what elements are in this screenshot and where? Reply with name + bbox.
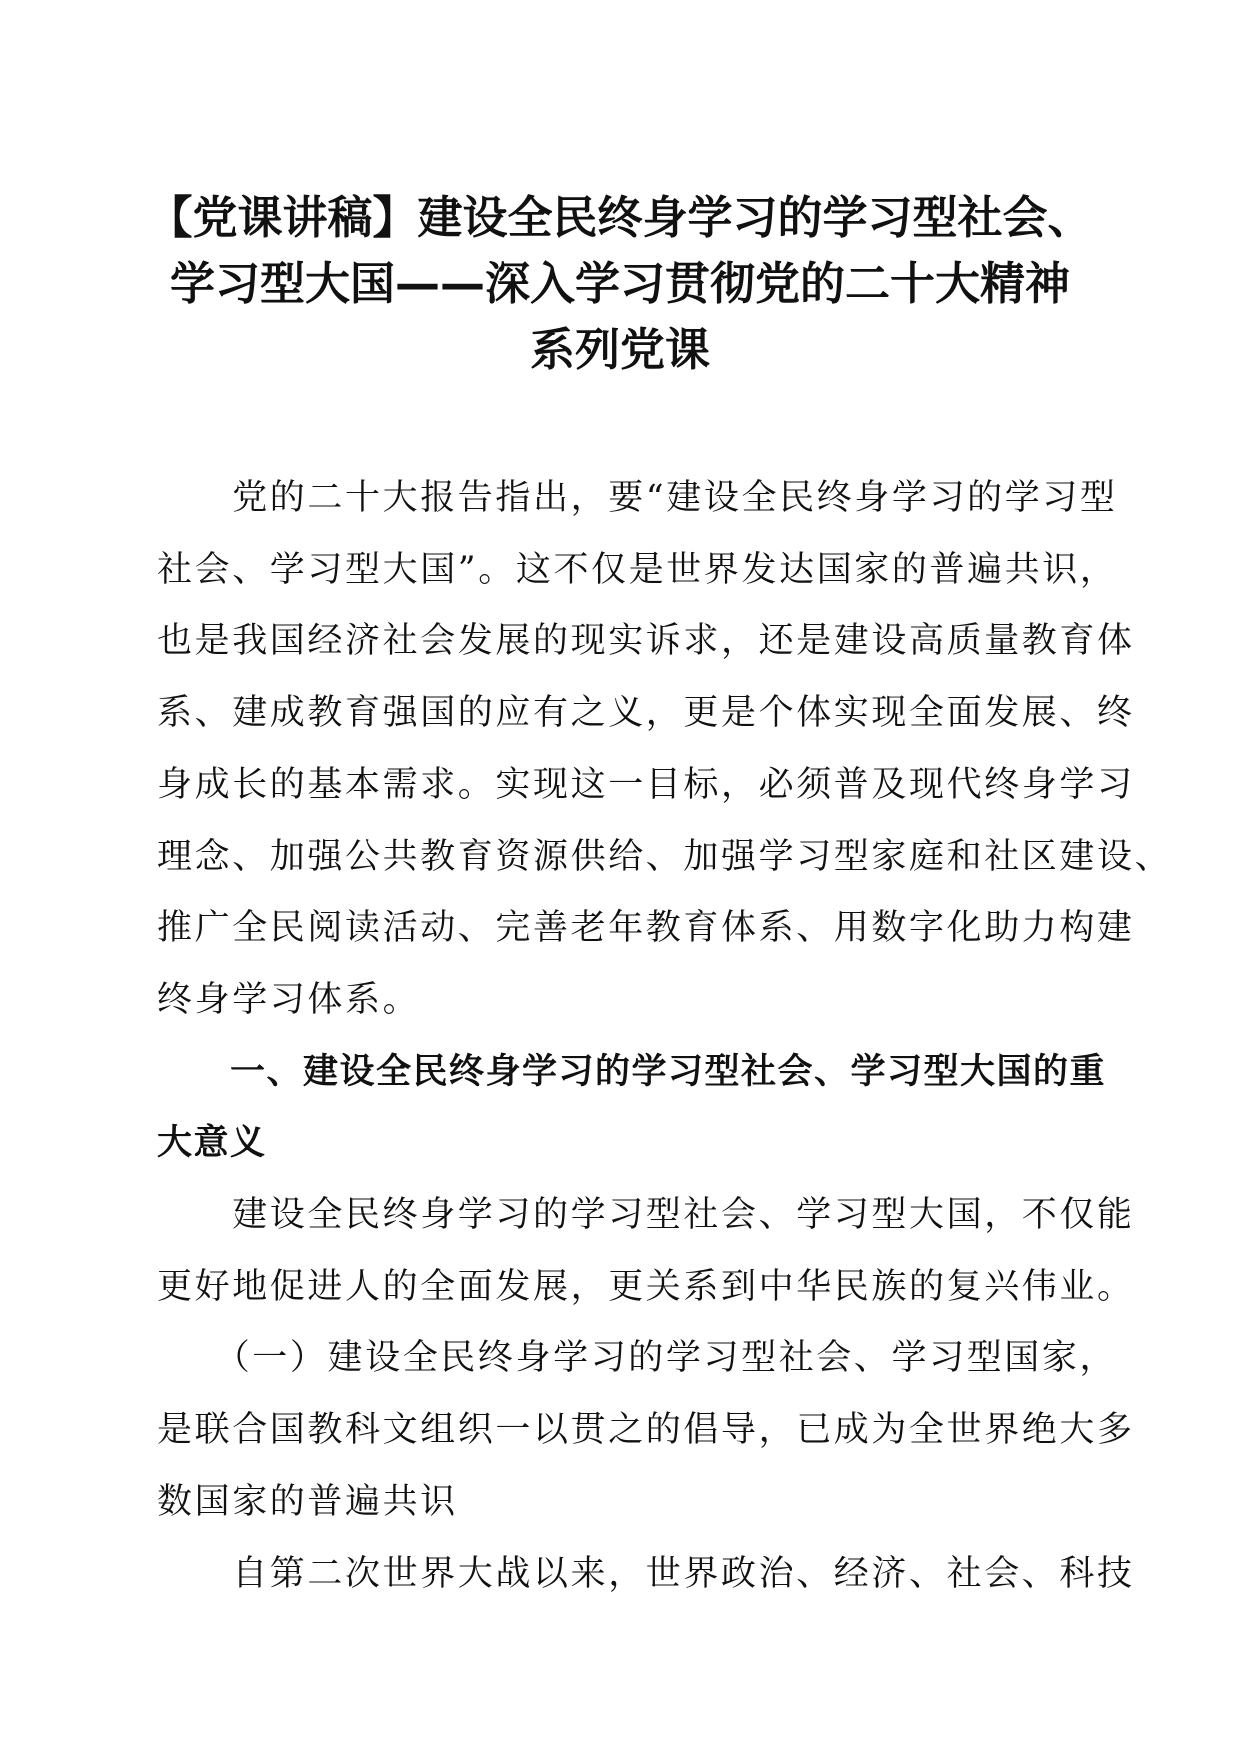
body-line: 理念、加强公共教育资源供给、加强学习型家庭和社区建设、 xyxy=(157,836,1173,877)
body-line: 社会、学习型大国”。这不仅是世界发达国家的普遍共识， xyxy=(157,549,1118,590)
subsection-heading-line: 数国家的普遍共识 xyxy=(157,1481,458,1522)
title-line: 学习型大国——深入学习贯彻党的二十大精神 xyxy=(169,257,1070,310)
body-line: 也是我国经济社会发展的现实诉求，还是建设高质量教育体 xyxy=(157,621,1135,662)
document-title xyxy=(140,185,1100,383)
subsection-heading-line: 是联合国教科文组织一以贯之的倡导，已成为全世界绝大多 xyxy=(157,1410,1135,1451)
section-heading-line: 大意义 xyxy=(157,1123,267,1164)
title-line: 系列党课 xyxy=(529,323,710,376)
body-line: 党的二十大报告指出，要“建设全民终身学习的学习型 xyxy=(157,478,1118,518)
subsection-heading-line: （一）建设全民终身学习的学习型社会、学习型国家， xyxy=(157,1338,1118,1379)
document-body xyxy=(157,463,1173,1610)
body-line: 更好地促进人的全面发展，更关系到中华民族的复兴伟业。 xyxy=(157,1266,1135,1307)
title-line: 【党课讲稿】建设全民终身学习的学习型社会、 xyxy=(147,191,1093,244)
body-line: 自第二次世界大战以来，世界政治、经济、社会、科技 xyxy=(157,1553,1135,1594)
body-line: 推广全民阅读活动、完善老年教育体系、用数字化助力构建 xyxy=(157,908,1135,949)
body-line: 系、建成教育强国的应有之义，更是个体实现全面发展、终 xyxy=(157,693,1135,734)
section-heading-line: 一、建设全民终身学习的学习型社会、学习型大国的重 xyxy=(157,1051,1107,1092)
body-line: 身成长的基本需求。实现这一目标，必须普及现代终身学习 xyxy=(157,764,1135,805)
body-line: 终身学习体系。 xyxy=(157,979,421,1020)
body-line: 建设全民终身学习的学习型社会、学习型大国，不仅能 xyxy=(157,1195,1135,1236)
